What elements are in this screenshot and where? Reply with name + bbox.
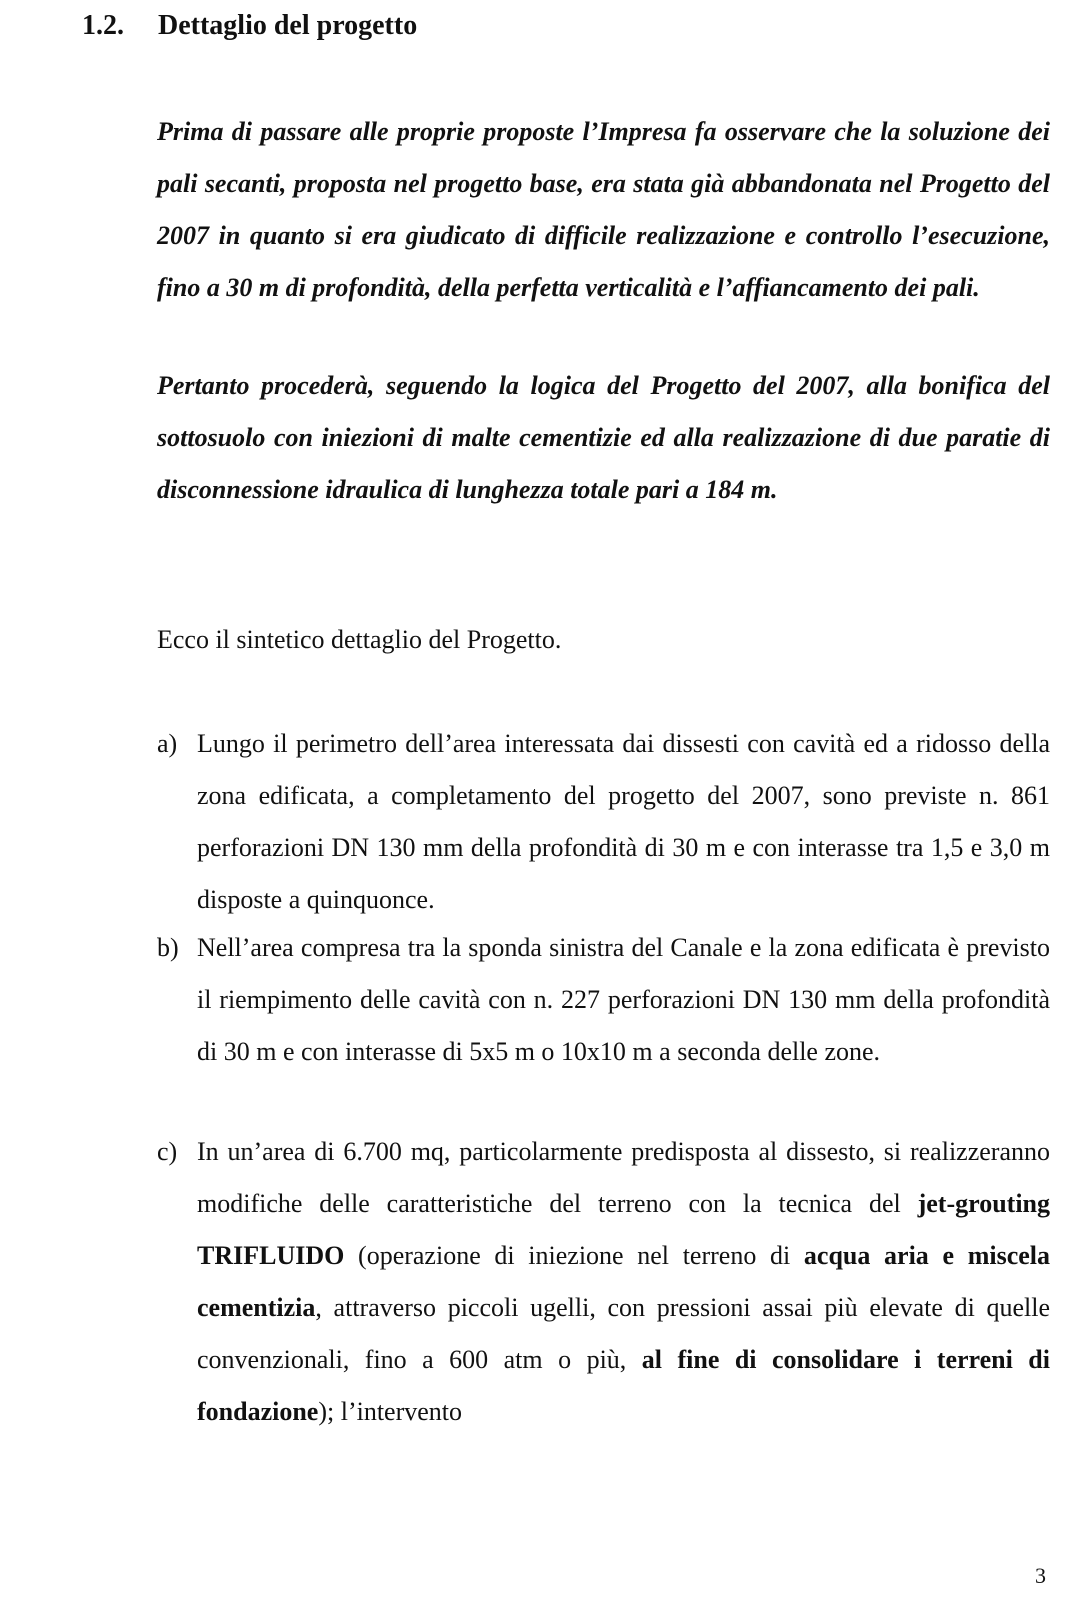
text-segment: In un’area di 6.700 mq, particolarmente predisposta al dissesto, si realizzeranno modifiche delle caratteristiche del terreno con la tecnica del: [197, 1137, 1050, 1218]
bold-term-mixture: acqua aria e miscela cementizia: [197, 1241, 1050, 1322]
bold-term-jet-grouting: jet-grouting TRIFLUIDO: [197, 1189, 1050, 1270]
list-marker: a): [157, 729, 178, 758]
page-number: 3: [1035, 1563, 1046, 1588]
text-segment: , attraverso piccoli ugelli, con pressioni assai più elevate di quelle convenzionali, fino a 600 atm o più,: [197, 1293, 1050, 1374]
section-heading: [82, 8, 417, 44]
list-item: [157, 718, 1050, 926]
intro-paragraph: Prima di passare alle proprie proposte l’Impresa fa osservare che la soluzione dei pali secanti, proposta nel progetto base, era stata già abbandonata nel Progetto del 2007 in quanto si era giudicato di difficile realizzazione e controllo l’esecuzione, fino a 30 m di profondità, della perfetta verticalità e l’affiancamento dei pali.: [157, 117, 1050, 302]
text-segment: (operazione di iniezione nel terreno di: [344, 1241, 804, 1270]
list-marker: c): [157, 1137, 178, 1166]
list-item-text: Lungo il perimetro dell’area interessata dai dissesti con cavità ed a ridosso della zona edificata, a completamento del progetto del 2007, sono previste n. 861 perforazioni DN 130 mm della profondità di 30 m e con interasse tra 1,5 e 3,0 m disposte a quinquonce.: [197, 729, 1050, 914]
list-item: [157, 1126, 1050, 1438]
text-segment: ); l’intervento: [318, 1397, 463, 1426]
bold-term-purpose: al fine di consolidare i terreni di fondazione: [197, 1345, 1050, 1426]
list-item-text: [197, 1126, 1050, 1438]
section-number: 1.2.: [82, 10, 124, 41]
list-item: [157, 922, 1050, 1078]
list-marker: b): [157, 933, 179, 962]
lead-sentence: Ecco il sintetico dettaglio del Progetto.: [157, 625, 562, 654]
list-item-text: Nell’area compresa tra la sponda sinistra del Canale e la zona edificata è previsto il riempimento delle cavità con n. 227 perforazioni DN 130 mm della profondità di 30 m e con interasse di 5x5 m o 10x10 m a seconda delle zone.: [197, 933, 1050, 1066]
section-title: Dettaglio del progetto: [158, 10, 418, 41]
conclusion-paragraph: Pertanto procederà, seguendo la logica del Progetto del 2007, alla bonifica del sottosuolo con iniezioni di malte cementizie ed alla realizzazione di due paratie di disconnessione idraulica di lunghezza totale pari a 184 m.: [157, 371, 1050, 504]
